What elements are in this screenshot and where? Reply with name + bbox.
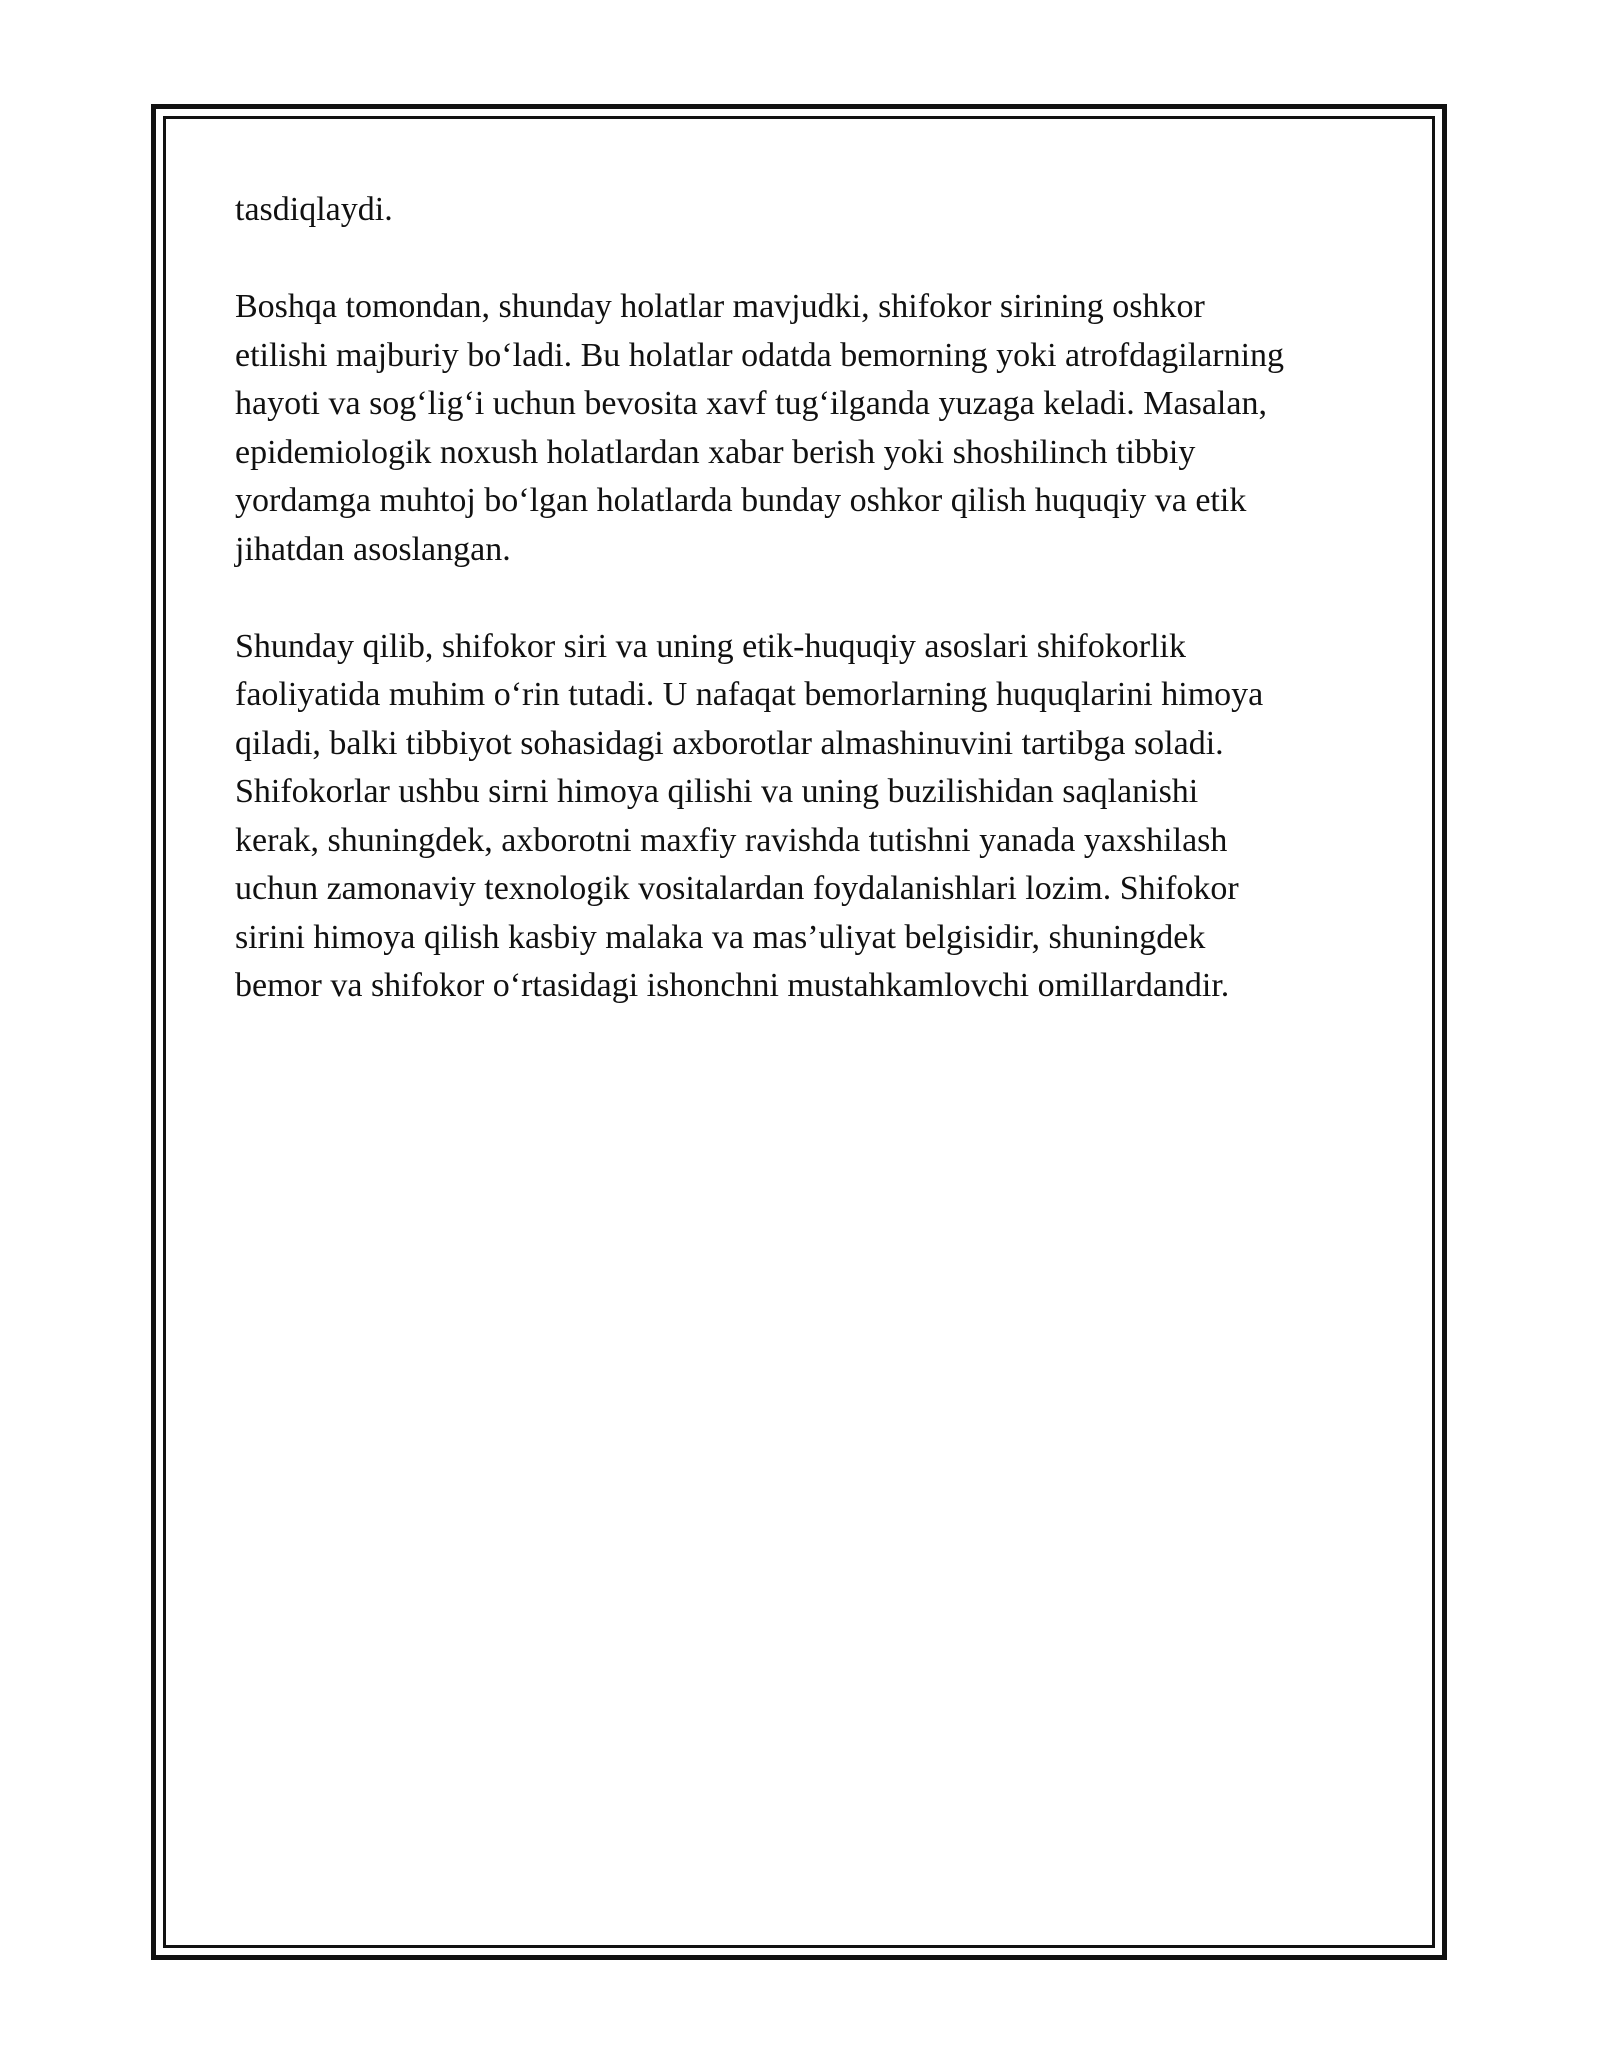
paragraph-conclusion: Shunday qilib, shifokor siri va uning etik-huquqiy asoslari shifokorlik faoliyatida muhim o‘rin tutadi. U nafaqat bemorlarning huquqlarini himoya qiladi, balki tibbiyot sohasidagi axborotlar almashinuvini tartibga soladi. Shifokorlar ushbu sirni himoya qilishi va uning buzilishidan saqlanishi kerak, shuningdek, axborotni maxfiy ravishda tutishni yanada yaxshilash uchun zamonaviy texnologik vositalardan foydalanishlari lozim. Shifokor sirini himoya qilish kasbiy malaka va mas’uliyat belgisidir, shuningdek bemor va shifokor o‘rtasidagi ishonchni mustahkamlovchi omillardandir. [235, 627, 1264, 1004]
document-body [235, 186, 1395, 1011]
paragraph-disclosure-cases: Boshqa tomondan, shunday holatlar mavjudki, shifokor sirining oshkor etilishi majburiy bo‘ladi. Bu holatlar odatda bemorning yoki atrofdagilarning hayoti va sog‘lig‘i uchun bevosita xavf tug‘ilganda yuzaga keladi. Masalan, epidemiologik noxush holatlardan xabar berish yoki shoshilinch tibbiy yordamga muhtoj bo‘lgan holatlarda bunday oshkor qilish huquqiy va etik jihatdan asoslangan. [235, 288, 1285, 568]
paragraph-continuation: tasdiqlaydi. [235, 191, 393, 228]
